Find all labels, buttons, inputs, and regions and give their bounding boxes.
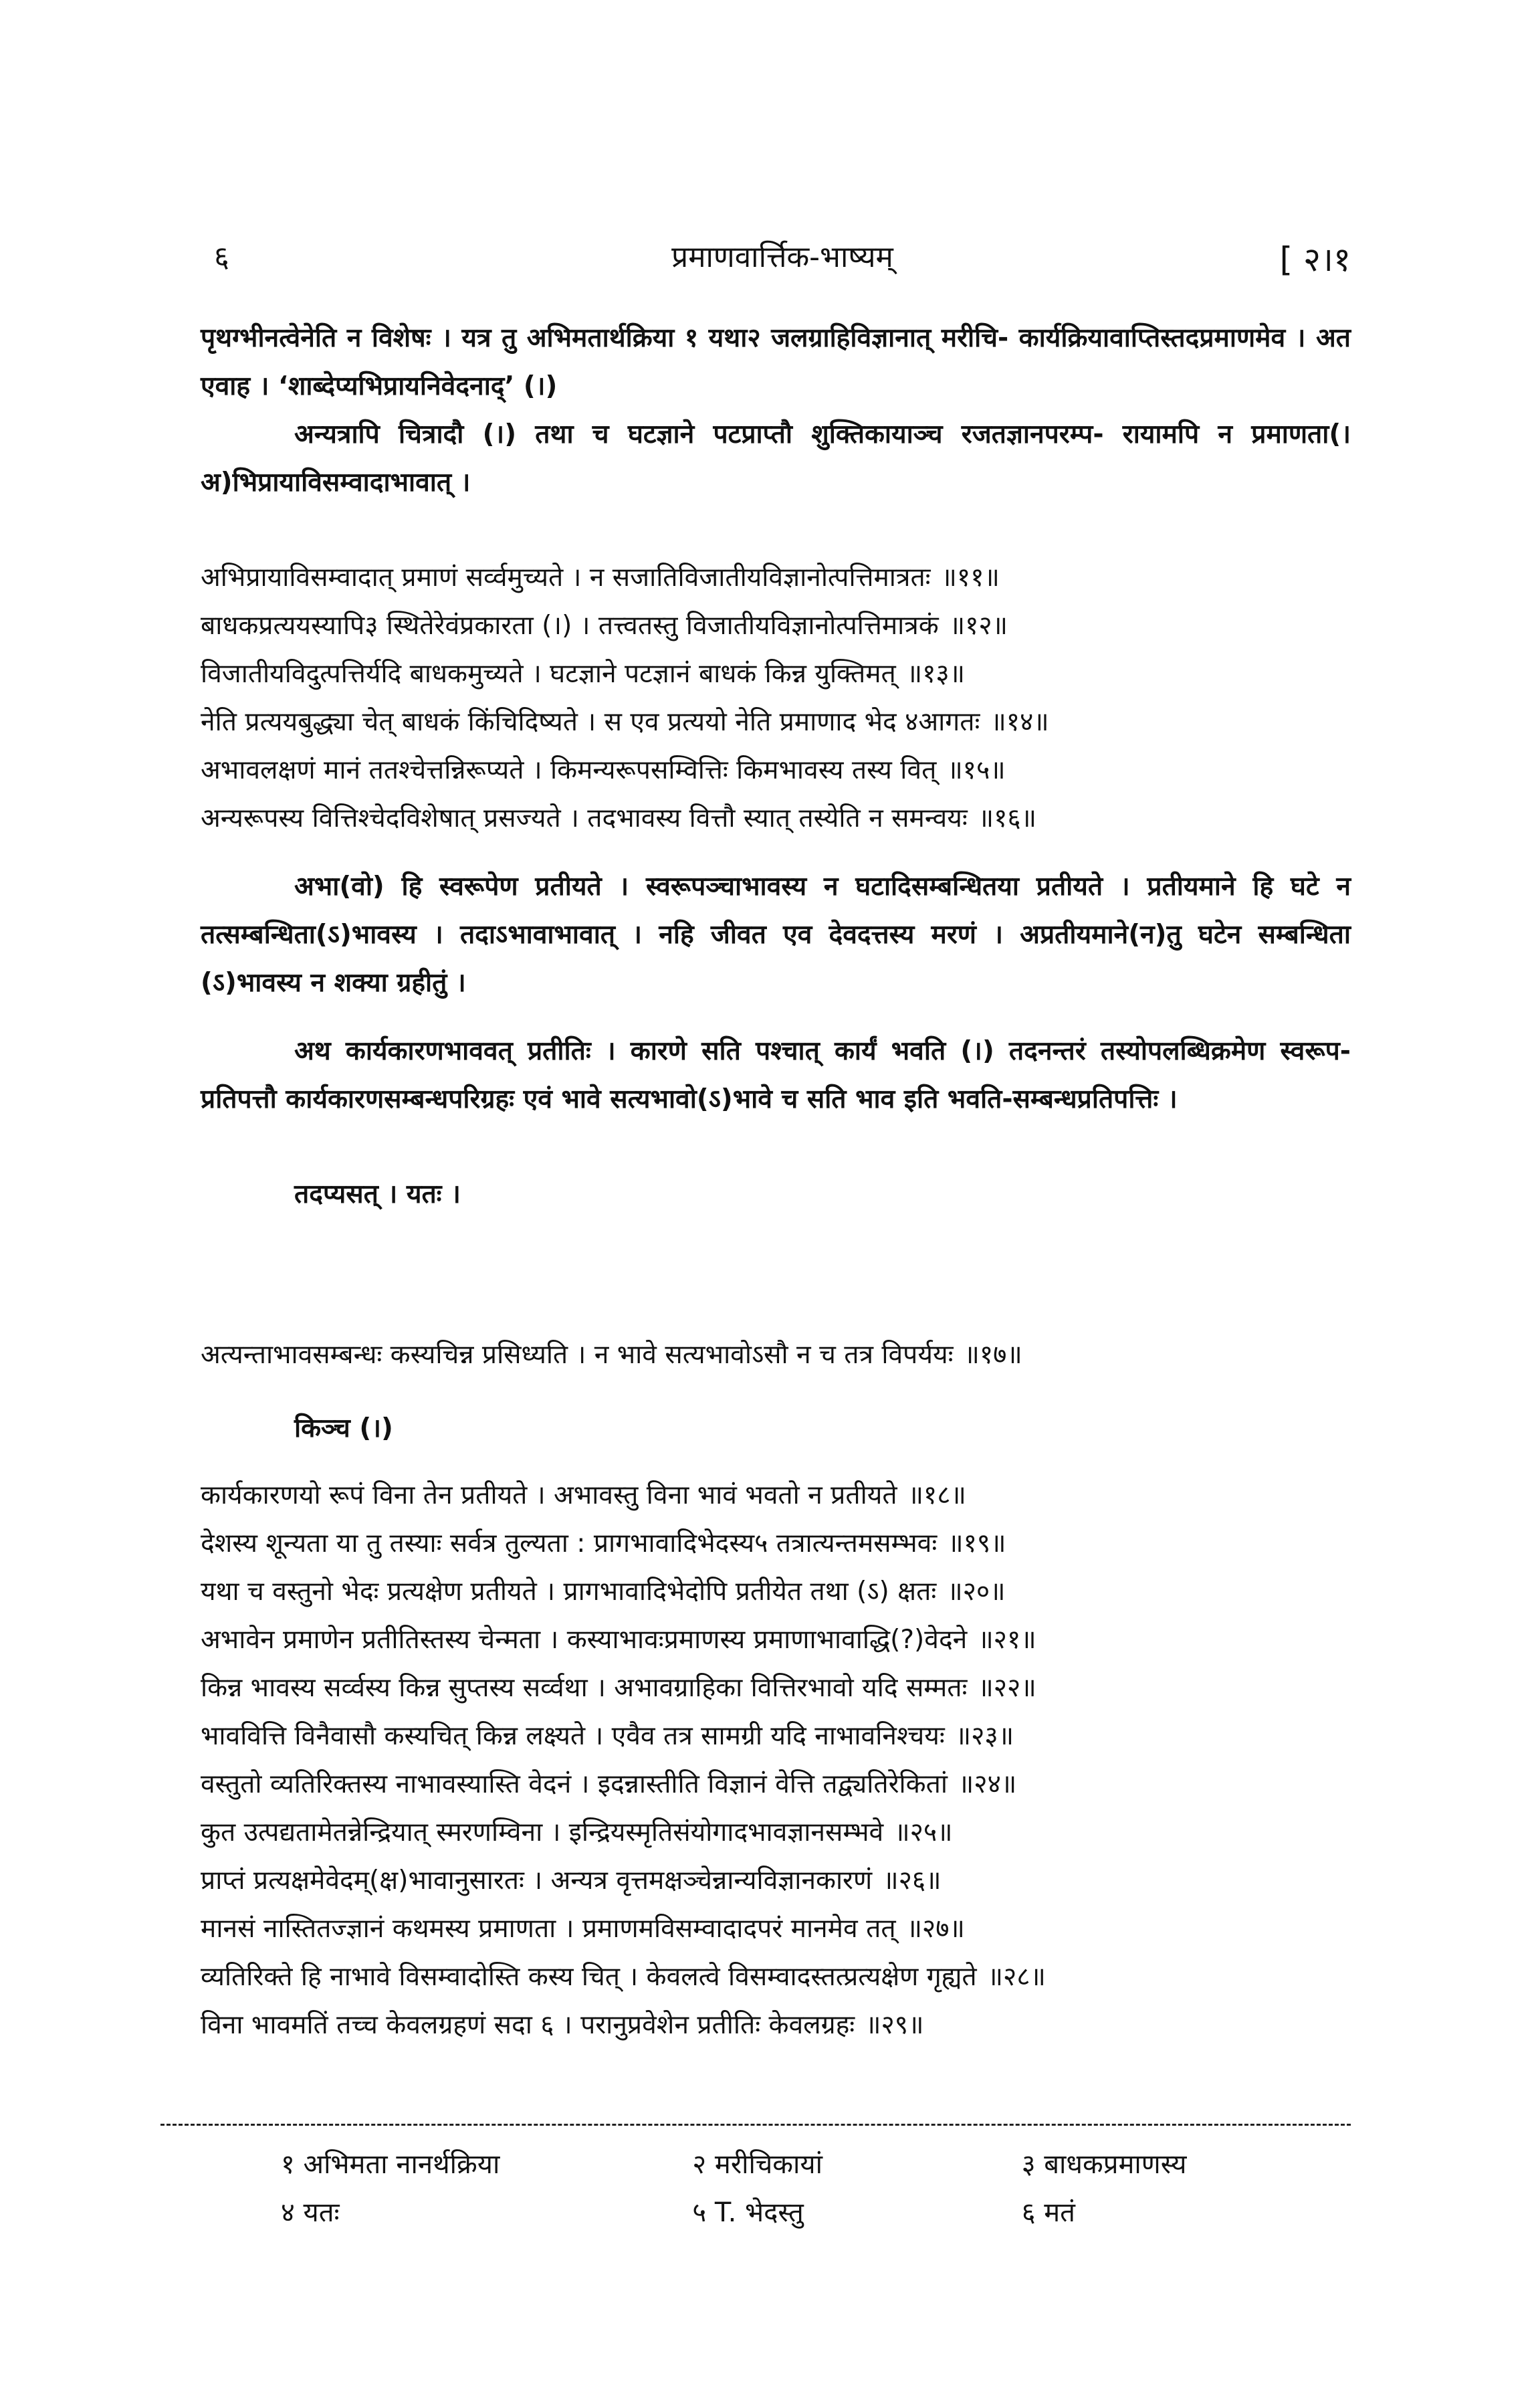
verse-line bbox=[201, 1616, 1351, 1664]
verse-number: ॥१६॥ bbox=[978, 803, 1037, 833]
page-header bbox=[214, 235, 1351, 282]
verse-number: ॥१२॥ bbox=[949, 611, 1008, 641]
footnote: ६ मतं bbox=[1021, 2197, 1075, 2228]
verse-text: नेति प्रत्ययबुद्ध्या चेत् बाधकं किंचिदिष्यते । स एव प्रत्ययो नेति प्रमाणाद भेद ४आगतः bbox=[201, 707, 980, 737]
paragraph: अथ कार्यकारणभाववत् प्रतीतिः । कारणे सति पश्चात् कार्यं भवति (।) तदनन्तरं तस्योपलब्धिक्रमेण स्वरूप-प्रतिपत्तौ कार्यकारणसम्बन्धपरिग्रहः एवं भावे सत्यभावो(ऽ)भावे च सति भाव इति भवति-सम्बन्धप्रतिपत्तिः । bbox=[201, 1036, 1351, 1114]
paragraph: पृथग्भीनत्वेनेति न विशेषः । यत्र तु अभिमतार्थक्रिया १ यथा२ जलग्राहिविज्ञानात् मरीचि- कार्यक्रियावाप्तिस्तदप्रमाणमेव । अत एवाह । ‘शाब्देप्यभिप्रायनिवेदनाद्’ (।) bbox=[201, 323, 1351, 401]
verse-line bbox=[201, 1472, 1351, 1520]
verse-number: ॥२२॥ bbox=[978, 1673, 1036, 1703]
section-marker: [ २।१ bbox=[1279, 240, 1351, 279]
verse-text: अभिप्रायाविसम्वादात् प्रमाणं सर्व्वमुच्यते । न सजातिविजातीयविज्ञानोत्पत्तिमात्रतः bbox=[201, 563, 931, 593]
verse-text: विना भावमतिं तच्च केवलग्रहणं सदा ६ । परानुप्रवेशेन प्रतीतिः केवलग्रहः bbox=[201, 2010, 855, 2040]
verse-number: ॥१५॥ bbox=[947, 755, 1006, 785]
verse-text: कुत उत्पद्यतामेतन्नेन्द्रियात् स्मरणम्विना । इन्द्रियस्मृतिसंयोगादभावज्ञानसम्भवे bbox=[201, 1817, 884, 1847]
verse-line bbox=[201, 602, 1351, 650]
footnote: ५ T. भेदस्तु bbox=[692, 2197, 804, 2228]
footnote: ४ यतः bbox=[281, 2197, 340, 2228]
verse-text: मानसं नास्तितज्ज्ञानं कथमस्य प्रमाणता । प्रमाणमविसम्वादादपरं मानमेव तत् bbox=[201, 1914, 896, 1944]
paragraph: अन्यत्रापि चित्रादौ (।) तथा च घटज्ञाने पटप्राप्तौ शुक्तिकायाञ्च रजतज्ञानपरम्प- रायामपि न प्रमाणता(। अ)भिप्रायाविसम्वादाभावात् । bbox=[201, 419, 1351, 498]
verse-line bbox=[201, 698, 1351, 746]
verse-text: भाववित्ति विनैवासौ कस्यचित् किन्न लक्ष्यते । एवैव तत्र सामग्री यदि नाभावनिश्चयः bbox=[201, 1721, 945, 1751]
verse-number: ॥२०॥ bbox=[947, 1577, 1006, 1607]
verse-text: यथा च वस्तुनो भेदः प्रत्यक्षेण प्रतीयते । प्रागभावादिभेदोपि प्रतीयेत तथा (ऽ) क्षतः bbox=[201, 1577, 937, 1607]
verse-line bbox=[201, 1857, 1351, 1905]
intro-prose bbox=[201, 314, 1351, 507]
verse-line bbox=[201, 746, 1351, 795]
verse-line bbox=[201, 1953, 1351, 2001]
verse-line bbox=[201, 1568, 1351, 1616]
footnote-row bbox=[281, 2189, 1351, 2237]
verse-number: ॥१९॥ bbox=[948, 1528, 1006, 1559]
verse-text: व्यतिरिक्ते हि नाभावे विसम्वादोस्ति कस्य चित् । केवलत्वे विसम्वादस्तत्प्रत्यक्षेण गृह्यते bbox=[201, 1962, 977, 1992]
footnote-divider bbox=[160, 2124, 1351, 2126]
verse-number: ॥२९॥ bbox=[865, 2010, 924, 2040]
verse-line bbox=[201, 1520, 1351, 1568]
verse-number: ॥१३॥ bbox=[906, 659, 966, 689]
page-number: ६ bbox=[214, 240, 229, 274]
verse-number: ॥१४॥ bbox=[990, 707, 1049, 737]
running-title: प्रमाणवार्त्तिक-भाष्यम् bbox=[671, 240, 893, 274]
verse-line bbox=[201, 1809, 1351, 1857]
verse-line bbox=[201, 1905, 1351, 1953]
footnote-row bbox=[281, 2140, 1351, 2189]
footnote: १ अभिमता नानर्थक्रिया bbox=[281, 2149, 500, 2180]
verse-number: ॥१७॥ bbox=[964, 1340, 1022, 1370]
commentary-prose bbox=[201, 863, 1351, 1219]
verse-text: किन्न भावस्य सर्व्वस्य किन्न सुप्तस्य सर्व्वथा । अभावग्राहिका वित्तिरभावो यदि सम्मतः bbox=[201, 1673, 968, 1703]
verse-text: प्राप्तं प्रत्यक्षमेवेदम्(क्ष)भावानुसारतः । अन्यत्र वृत्तमक्षञ्चेन्नान्यविज्ञानकारणं bbox=[201, 1866, 873, 1896]
verse-text: वस्तुतो व्यतिरिक्तस्य नाभावस्यास्ति वेदनं । इदन्नास्तीति विज्ञानं वेत्ति तद्व्यतिरेकितां bbox=[201, 1769, 948, 1799]
verse-line bbox=[201, 1761, 1351, 1809]
verse-text: अभावेन प्रमाणेन प्रतीतिस्तस्य चेन्मता । कस्याभावःप्रमाणस्य प्रमाणाभावाद्धि(?)वेदने bbox=[201, 1625, 968, 1655]
verses-18-29 bbox=[201, 1472, 1351, 2049]
footnote: ३ बाधकप्रमाणस्य bbox=[1021, 2149, 1187, 2180]
verse-number: ॥२८॥ bbox=[987, 1962, 1046, 1992]
verse-number: ॥२६॥ bbox=[883, 1866, 942, 1896]
verse-line bbox=[201, 1331, 1351, 1379]
verse-number: ॥१८॥ bbox=[907, 1480, 966, 1510]
verse-text: अत्यन्ताभावसम्बन्धः कस्यचिन्न प्रसिध्यति । न भावे सत्यभावोऽसौ न च तत्र विपर्ययः bbox=[201, 1340, 954, 1370]
verse-line bbox=[201, 1664, 1351, 1712]
verse-17-block bbox=[201, 1331, 1351, 1379]
kinca-line bbox=[201, 1405, 1351, 1453]
verse-text: विजातीयविदुत्पत्तिर्यदि बाधकमुच्यते । घटज्ञाने पटज्ञानं बाधकं किन्न युक्तिमत् bbox=[201, 659, 896, 689]
paragraph: अभा(वो) हि स्वरूपेण प्रतीयते । स्वरूपञ्चाभावस्य न घटादिसम्बन्धितया प्रतीयते । प्रतीयमाने हि घटे न तत्सम्बन्धिता(ऽ)भावस्य । तदाऽभावाभावात् । नहि जीवत एव देवदत्तस्य मरणं । अप्रतीयमाने(न)तु घटेन सम्बन्धिता (ऽ)भावस्य न शक्या ग्रहीतुं । bbox=[201, 872, 1351, 998]
verse-line bbox=[201, 1712, 1351, 1761]
verse-number: ॥२४॥ bbox=[958, 1769, 1017, 1799]
paragraph: किञ्च (।) bbox=[294, 1413, 393, 1443]
verse-text: अभावलक्षणं मानं ततश्चेत्तन्निरूप्यते । किमन्यरूपसम्वित्तिः किमभावस्य तस्य वित् bbox=[201, 755, 937, 785]
verse-line bbox=[201, 795, 1351, 843]
verse-text: देशस्य शून्यता या तु तस्याः सर्वत्र तुल्यता : प्रागभावादिभेदस्य५ तत्रात्यन्तमसम्भवः bbox=[201, 1528, 938, 1559]
verses-11-16 bbox=[201, 554, 1351, 843]
verse-line bbox=[201, 2001, 1351, 2049]
verse-number: ॥११॥ bbox=[941, 563, 1000, 593]
verse-number: ॥२७॥ bbox=[906, 1914, 965, 1944]
verse-line bbox=[201, 650, 1351, 698]
footnotes bbox=[281, 2140, 1351, 2237]
paragraph: तदप्यसत् । यतः । bbox=[294, 1179, 461, 1209]
verse-number: ॥२१॥ bbox=[978, 1625, 1036, 1655]
verse-text: बाधकप्रत्ययस्यापि३ स्थितेरेवंप्रकारता (।) । तत्त्वतस्तु विजातीयविज्ञानोत्पत्तिमात्रकं bbox=[201, 611, 939, 641]
footnote: २ मरीचिकायां bbox=[692, 2149, 822, 2180]
verse-text: कार्यकारणयो रूपं विना तेन प्रतीयते । अभावस्तु विना भावं भवतो न प्रतीयते bbox=[201, 1480, 897, 1510]
verse-number: ॥२५॥ bbox=[894, 1817, 953, 1847]
verse-line bbox=[201, 554, 1351, 602]
verse-number: ॥२३॥ bbox=[955, 1721, 1014, 1751]
verse-text: अन्यरूपस्य वित्तिश्चेदविशेषात् प्रसज्यते । तदभावस्य वित्तौ स्यात् तस्येति न समन्वयः bbox=[201, 803, 968, 833]
